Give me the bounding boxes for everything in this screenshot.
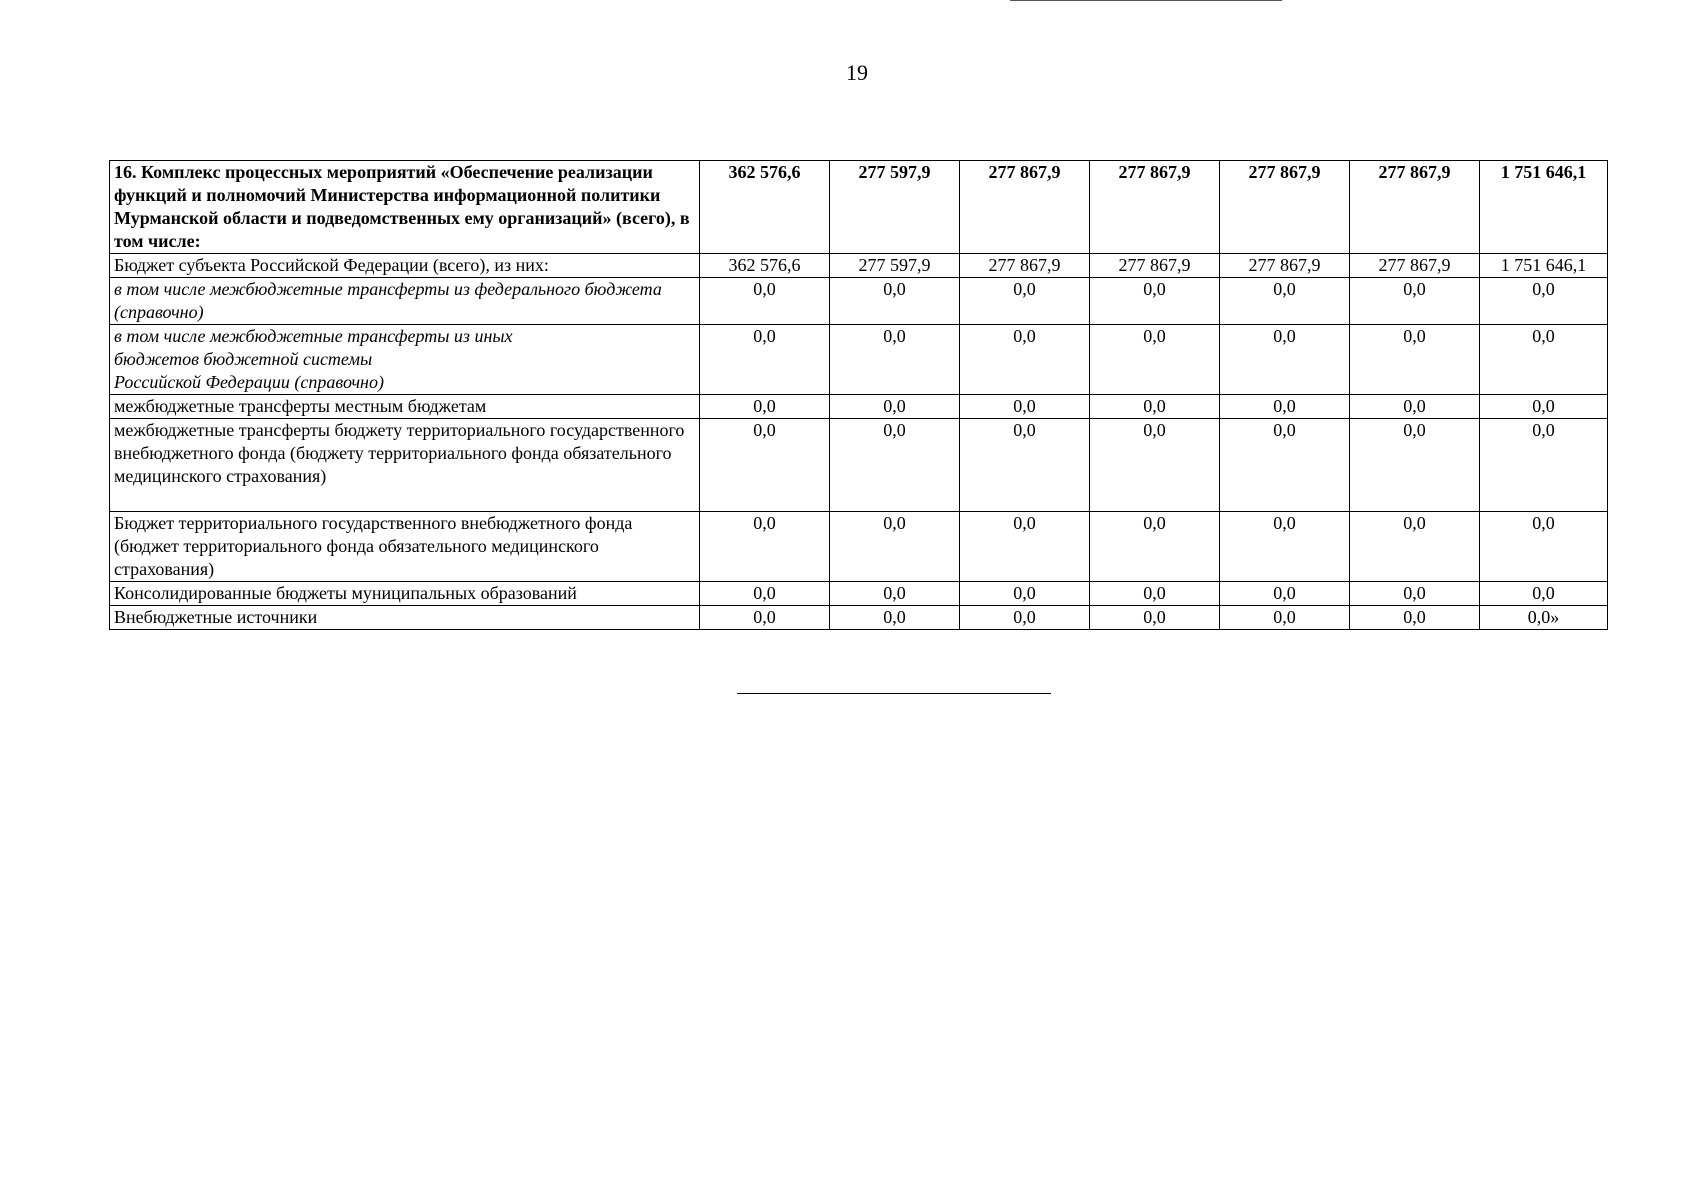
- table-row: [110, 325, 1608, 395]
- cell-value: 277 867,9: [1090, 161, 1220, 254]
- cell-value: 0,0: [1480, 325, 1608, 395]
- cell-value: 0,0: [1090, 419, 1220, 512]
- cell-value: 0,0: [1090, 278, 1220, 325]
- cell-value: 0,0: [1090, 606, 1220, 630]
- table-row: [110, 606, 1608, 630]
- cell-value: 0,0: [960, 395, 1090, 419]
- cell-value: 277 597,9: [830, 161, 960, 254]
- cell-value: 0,0: [700, 582, 830, 606]
- cell-value: 0,0: [1220, 606, 1350, 630]
- cell-value: 0,0: [1480, 419, 1608, 512]
- table-row: [110, 582, 1608, 606]
- cell-value: 277 867,9: [1350, 161, 1480, 254]
- table-row: [110, 395, 1608, 419]
- cell-value: 0,0: [830, 582, 960, 606]
- cell-value: 0,0: [1220, 512, 1350, 582]
- cell-value: 0,0: [1350, 419, 1480, 512]
- row-label: Консолидированные бюджеты муниципальных образований: [110, 582, 700, 606]
- cell-value: 0,0: [700, 395, 830, 419]
- cell-value: 362 576,6: [700, 254, 830, 278]
- cell-value: 0,0: [830, 419, 960, 512]
- cell-value: 0,0: [960, 419, 1090, 512]
- budget-table: [109, 160, 1608, 630]
- cell-value: 0,0: [1350, 512, 1480, 582]
- row-label: Внебюджетные источники: [110, 606, 700, 630]
- cell-value: 0,0: [830, 606, 960, 630]
- row-label: [110, 325, 700, 395]
- cell-value: 362 576,6: [700, 161, 830, 254]
- cell-value: 0,0: [1480, 278, 1608, 325]
- cell-value: 0,0: [700, 278, 830, 325]
- cell-value: 0,0: [960, 582, 1090, 606]
- cell-value: 0,0: [1350, 325, 1480, 395]
- cell-value: 0,0: [700, 325, 830, 395]
- row-label: 16. Комплекс процессных мероприятий «Обеспечение реализации функций и полномочий Министерства информационной политики Мурманской области и подведомственных ему организаций» (всего), в том числе:: [110, 161, 700, 254]
- table-row: [110, 419, 1608, 512]
- cell-value: 0,0: [1090, 512, 1220, 582]
- cell-value: 0,0: [1090, 582, 1220, 606]
- cell-value: 0,0: [1220, 395, 1350, 419]
- cell-value: 0,0: [1090, 395, 1220, 419]
- table-row: [110, 161, 1608, 254]
- cell-value: 0,0: [1350, 606, 1480, 630]
- cell-value: 0,0: [1220, 419, 1350, 512]
- row-label: в том числе межбюджетные трансферты из федерального бюджета (справочно): [110, 278, 700, 325]
- cell-value: 0,0: [1350, 395, 1480, 419]
- table-row: [110, 512, 1608, 582]
- row-label-line: в том числе межбюджетные трансферты из иных бюджетов бюджетной системы: [114, 326, 513, 369]
- cell-value: 1 751 646,1: [1480, 254, 1608, 278]
- cell-value: 0,0»: [1480, 606, 1608, 630]
- cell-value: 0,0: [1480, 512, 1608, 582]
- cell-value: 0,0: [1220, 278, 1350, 325]
- cell-value: 0,0: [960, 278, 1090, 325]
- cell-value: 0,0: [830, 395, 960, 419]
- cell-value: 0,0: [1480, 582, 1608, 606]
- table-row: [110, 254, 1608, 278]
- cell-value: 277 867,9: [1350, 254, 1480, 278]
- top-rule: [1010, 0, 1282, 1]
- cell-value: 0,0: [1350, 582, 1480, 606]
- cell-value: 0,0: [830, 278, 960, 325]
- cell-value: 277 867,9: [1090, 254, 1220, 278]
- row-label: межбюджетные трансферты бюджету территориального государственного внебюджетного фонда (бюджету территориального фонда обязательного медицинского страхования): [110, 419, 700, 512]
- cell-value: 0,0: [830, 325, 960, 395]
- row-label: межбюджетные трансферты местным бюджетам: [110, 395, 700, 419]
- row-label: Бюджет субъекта Российской Федерации (всего), из них:: [110, 254, 700, 278]
- cell-value: 0,0: [960, 512, 1090, 582]
- cell-value: 0,0: [1090, 325, 1220, 395]
- cell-value: 0,0: [960, 325, 1090, 395]
- bottom-rule: [737, 693, 1051, 694]
- page-number: 19: [846, 60, 868, 85]
- cell-value: 0,0: [1220, 582, 1350, 606]
- cell-value: 0,0: [700, 512, 830, 582]
- cell-value: 0,0: [1480, 395, 1608, 419]
- cell-value: 277 867,9: [1220, 161, 1350, 254]
- table-row: [110, 278, 1608, 325]
- cell-value: 0,0: [700, 606, 830, 630]
- cell-value: 1 751 646,1: [1480, 161, 1608, 254]
- cell-value: 0,0: [830, 512, 960, 582]
- cell-value: 277 867,9: [960, 254, 1090, 278]
- cell-value: 0,0: [1220, 325, 1350, 395]
- cell-value: 0,0: [960, 606, 1090, 630]
- cell-value: 0,0: [700, 419, 830, 512]
- cell-value: 0,0: [1350, 278, 1480, 325]
- cell-value: 277 867,9: [960, 161, 1090, 254]
- cell-value: 277 867,9: [1220, 254, 1350, 278]
- row-label-line: Российской Федерации (справочно): [114, 372, 384, 392]
- row-label: Бюджет территориального государственного внебюджетного фонда (бюджет территориального фонда обязательного медицинского страхования): [110, 512, 700, 582]
- cell-value: 277 597,9: [830, 254, 960, 278]
